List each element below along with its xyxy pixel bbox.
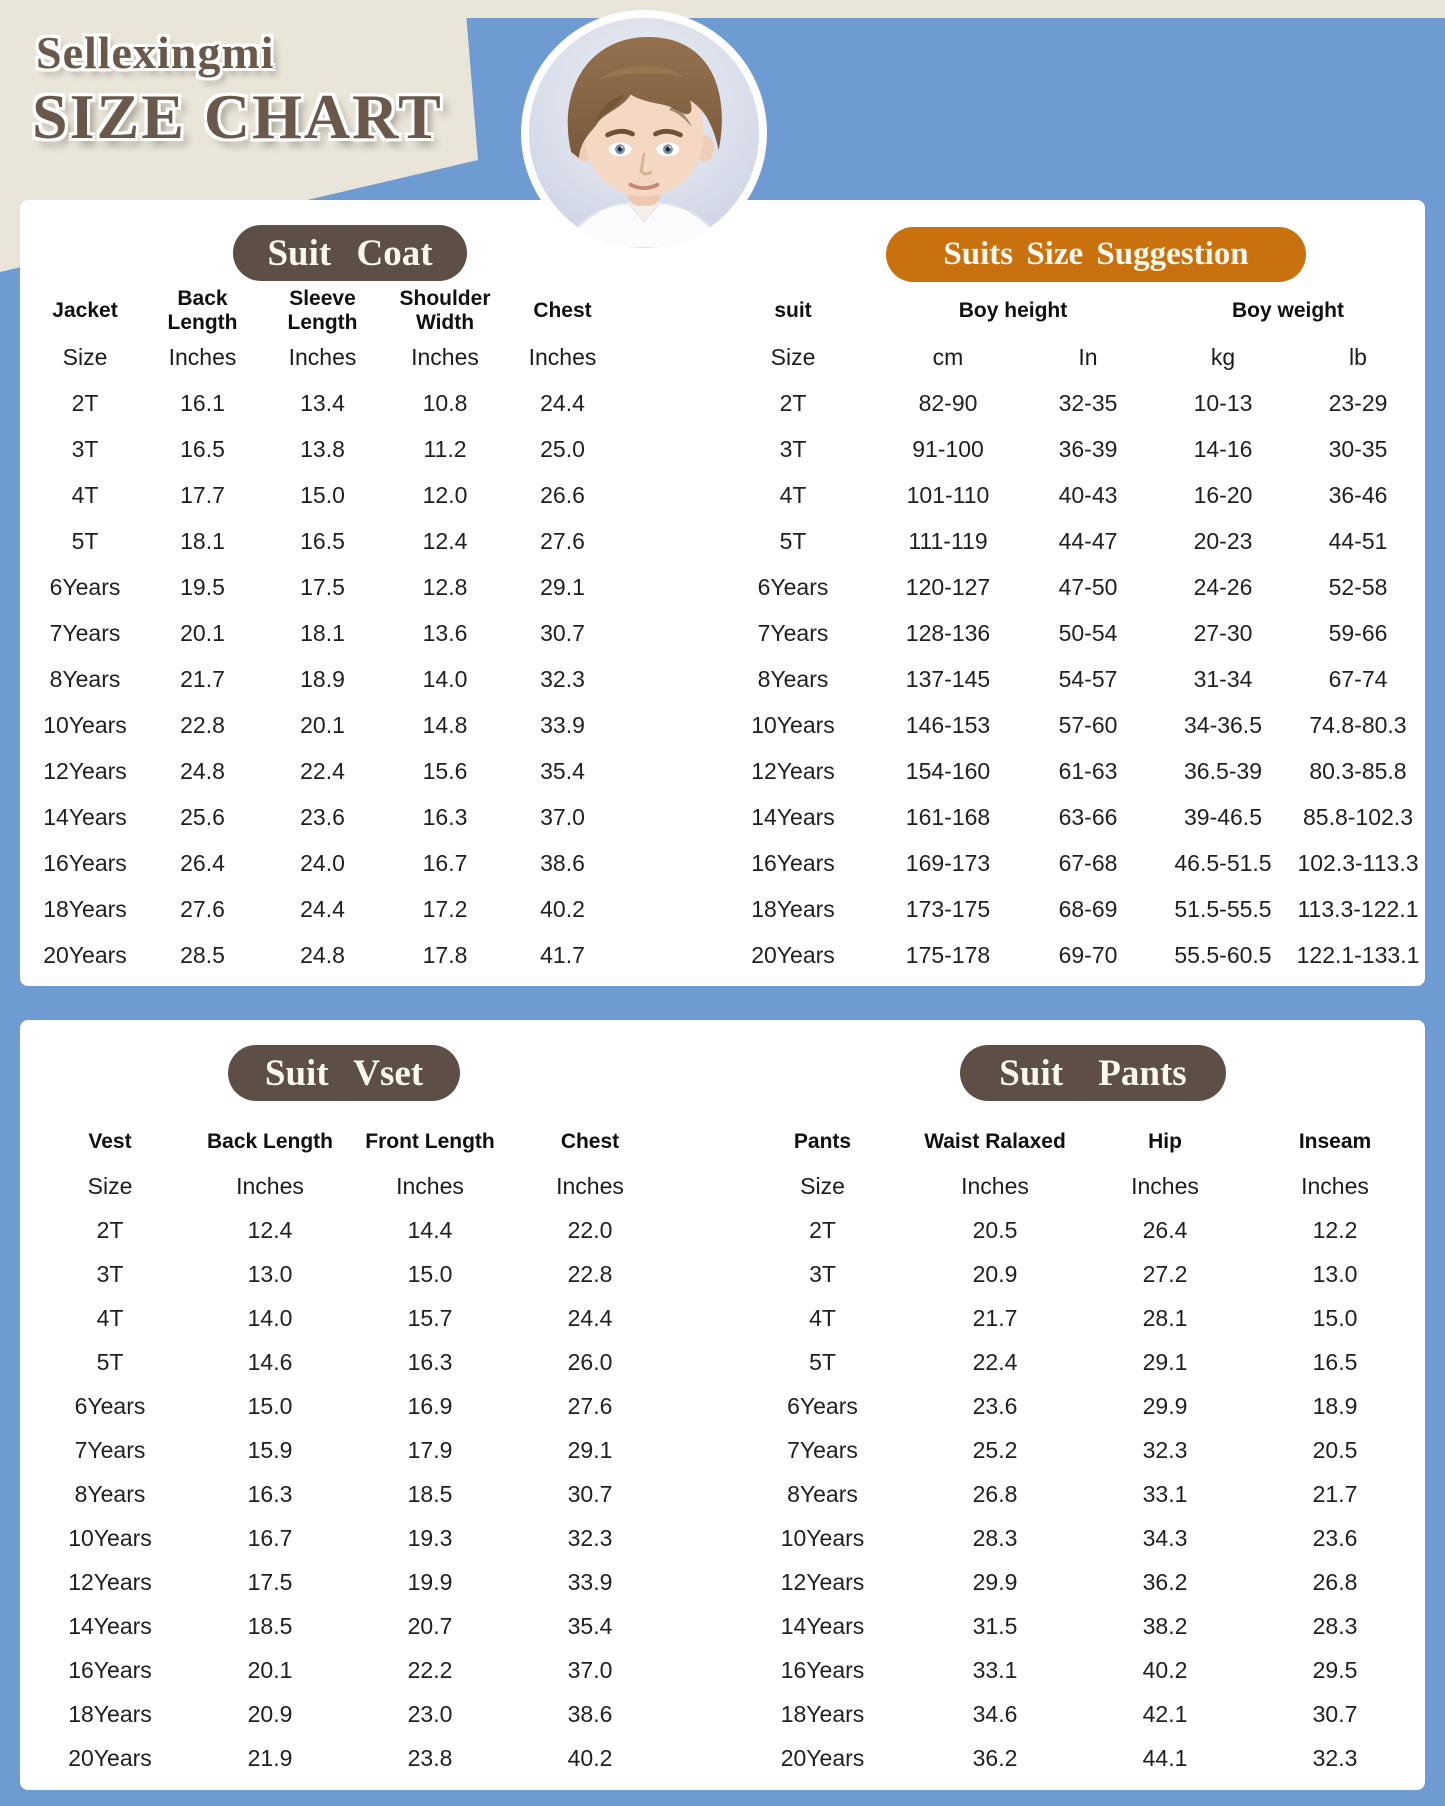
size-cell: 14Years <box>68 1612 152 1639</box>
value-cell: 111-119 <box>908 527 988 554</box>
size-cell: 16Years <box>43 849 127 876</box>
brand-logo: Sellexingmi <box>36 27 275 78</box>
value-cell: 28.3 <box>1312 1612 1358 1639</box>
value-cell: 24.8 <box>180 757 225 784</box>
value-cell: 15.0 <box>300 481 345 508</box>
value-cell: 29.1 <box>540 573 585 600</box>
value-cell: 21.7 <box>972 1304 1018 1331</box>
value-cell: 23-29 <box>1328 389 1388 416</box>
column-unit-header: kg <box>1210 343 1236 370</box>
value-cell: 34.3 <box>1142 1524 1188 1551</box>
size-cell: 2T <box>809 1216 836 1243</box>
column-unit-header: Size <box>800 1172 845 1199</box>
column-unit-header: Inches <box>411 343 479 370</box>
column-unit-header: Inches <box>1131 1172 1199 1199</box>
value-cell: 52-58 <box>1328 573 1388 600</box>
value-cell: 25.0 <box>540 435 585 462</box>
value-cell: 16.9 <box>407 1392 453 1419</box>
size-cell: 16Years <box>751 849 835 876</box>
size-cell: 5T <box>96 1348 124 1375</box>
column-unit-header: Size <box>87 1172 133 1199</box>
value-cell: 22.4 <box>972 1348 1018 1375</box>
value-cell: 18.9 <box>1312 1392 1358 1419</box>
suits-size-suggestion-heading: Suits Size Suggestion <box>886 227 1306 282</box>
value-cell: 19.3 <box>407 1524 453 1551</box>
value-cell: 20-23 <box>1193 527 1253 554</box>
top-tables-panel <box>20 200 1425 986</box>
value-cell: 30.7 <box>567 1480 613 1507</box>
value-cell: 101-110 <box>906 481 990 508</box>
column-unit-header: Inches <box>236 1172 304 1199</box>
column-unit-header: Inches <box>168 343 237 370</box>
value-cell: 32.3 <box>540 665 585 692</box>
value-cell: 17.7 <box>180 481 225 508</box>
size-cell: 2T <box>71 389 99 416</box>
value-cell: 15.9 <box>247 1436 293 1463</box>
size-cell: 12Years <box>751 757 835 784</box>
size-cell: 5T <box>809 1348 836 1375</box>
column-header: Chest <box>560 1130 620 1153</box>
value-cell: 20.5 <box>1312 1436 1358 1463</box>
value-cell: 38.6 <box>540 849 585 876</box>
value-cell: 32.3 <box>1312 1744 1358 1771</box>
value-cell: 26.8 <box>1312 1568 1358 1595</box>
value-cell: 19.5 <box>180 573 225 600</box>
size-cell: 18Years <box>43 895 127 922</box>
value-cell: 20.7 <box>407 1612 453 1639</box>
column-unit-header: cm <box>932 343 964 370</box>
value-cell: 33.9 <box>567 1568 613 1595</box>
value-cell: 38.6 <box>567 1700 613 1727</box>
boy-portrait-illustration <box>529 18 759 248</box>
size-cell: 12Years <box>43 757 127 784</box>
value-cell: 173-175 <box>905 895 991 922</box>
value-cell: 19.9 <box>407 1568 453 1595</box>
size-cell: 10Years <box>43 711 127 738</box>
value-cell: 18.5 <box>407 1480 453 1507</box>
value-cell: 35.4 <box>567 1612 613 1639</box>
column-unit-header: Inches <box>1301 1172 1369 1199</box>
size-cell: 12Years <box>68 1568 152 1595</box>
suit-pants-table <box>735 1120 1420 1780</box>
value-cell: 20.9 <box>972 1260 1018 1287</box>
value-cell: 23.6 <box>972 1392 1018 1419</box>
value-cell: 67-68 <box>1058 849 1118 876</box>
value-cell: 146-153 <box>905 711 991 738</box>
size-cell: 10Years <box>68 1524 152 1551</box>
size-cell: 10Years <box>751 711 835 738</box>
suits-size-suggestion-table <box>713 288 1423 978</box>
value-cell: 12.8 <box>422 573 468 600</box>
value-cell: 15.7 <box>407 1304 453 1331</box>
column-group-header: Boy weight <box>1231 299 1344 322</box>
value-cell: 36.2 <box>1142 1568 1188 1595</box>
size-cell: 4T <box>779 481 807 508</box>
value-cell: 33.9 <box>540 711 585 738</box>
value-cell: 16.7 <box>422 849 468 876</box>
value-cell: 29.9 <box>1142 1392 1188 1419</box>
column-unit-header: Size <box>770 343 816 370</box>
value-cell: 18.1 <box>180 527 225 554</box>
value-cell: 26.4 <box>180 849 225 876</box>
value-cell: 15.0 <box>407 1260 453 1287</box>
size-cell: 20Years <box>43 941 127 968</box>
size-cell: 16Years <box>68 1656 152 1683</box>
value-cell: 24.4 <box>540 389 585 416</box>
value-cell: 17.8 <box>422 941 468 968</box>
column-header: Jacket <box>52 299 118 322</box>
bottom-tables-panel <box>20 1020 1425 1790</box>
column-header: Waist Ralaxed <box>924 1130 1066 1153</box>
value-cell: 16.7 <box>247 1524 293 1551</box>
size-cell: 16Years <box>780 1656 865 1683</box>
value-cell: 32.3 <box>567 1524 613 1551</box>
value-cell: 26.6 <box>540 481 585 508</box>
size-cell: 6Years <box>49 573 121 600</box>
value-cell: 14.4 <box>407 1216 453 1243</box>
size-cell: 18Years <box>780 1700 865 1727</box>
size-cell: 7Years <box>757 619 829 646</box>
value-cell: 122.1-133.1 <box>1296 941 1420 968</box>
size-cell: 5T <box>779 527 807 554</box>
value-cell: 24.4 <box>567 1304 613 1331</box>
value-cell: 113.3-122.1 <box>1297 895 1419 922</box>
value-cell: 14.6 <box>247 1348 293 1375</box>
boy-photo <box>521 10 767 256</box>
size-cell: 8Years <box>757 665 829 692</box>
value-cell: 22.0 <box>567 1216 613 1243</box>
value-cell: 15.0 <box>247 1392 293 1419</box>
value-cell: 16.5 <box>180 435 225 462</box>
value-cell: 17.5 <box>300 573 345 600</box>
size-cell: 7Years <box>49 619 121 646</box>
column-unit-header: Size <box>62 343 108 370</box>
page-title: SIZE CHART <box>32 81 443 152</box>
value-cell: 21.7 <box>1312 1480 1358 1507</box>
size-cell: 7Years <box>787 1436 858 1463</box>
value-cell: 33.1 <box>1142 1480 1188 1507</box>
size-cell: 7Years <box>74 1436 146 1463</box>
value-cell: 54-57 <box>1058 665 1118 692</box>
column-header: Hip <box>1148 1130 1182 1153</box>
value-cell: 13.6 <box>422 619 468 646</box>
value-cell: 24-26 <box>1193 573 1253 600</box>
size-cell: 20Years <box>751 941 835 968</box>
value-cell: 27.6 <box>540 527 585 554</box>
value-cell: 169-173 <box>905 849 991 876</box>
value-cell: 30.7 <box>1312 1700 1358 1727</box>
value-cell: 13.0 <box>247 1260 293 1287</box>
size-cell: 3T <box>809 1260 836 1287</box>
value-cell: 15.0 <box>1312 1304 1358 1331</box>
value-cell: 17.9 <box>407 1436 453 1463</box>
value-cell: 38.2 <box>1142 1612 1188 1639</box>
value-cell: 50-54 <box>1058 619 1118 646</box>
value-cell: 37.0 <box>540 803 585 830</box>
suit-pants-heading: Suit Pants <box>960 1045 1226 1101</box>
column-header: Front Length <box>365 1130 495 1153</box>
value-cell: 14.0 <box>422 665 468 692</box>
value-cell: 25.2 <box>972 1436 1018 1463</box>
size-cell: 14Years <box>751 803 835 830</box>
value-cell: 23.0 <box>407 1700 453 1727</box>
value-cell: 40.2 <box>567 1744 613 1771</box>
value-cell: 15.6 <box>422 757 468 784</box>
size-cell: 18Years <box>751 895 835 922</box>
size-cell: 3T <box>96 1260 124 1287</box>
value-cell: 36.2 <box>972 1744 1018 1771</box>
value-cell: 36-46 <box>1328 481 1388 508</box>
value-cell: 120-127 <box>905 573 991 600</box>
value-cell: 30-35 <box>1328 435 1388 462</box>
column-unit-header: Inches <box>288 343 357 370</box>
value-cell: 24.8 <box>300 941 345 968</box>
value-cell: 27-30 <box>1193 619 1253 646</box>
size-cell: 6Years <box>757 573 829 600</box>
size-cell: 2T <box>96 1216 124 1243</box>
size-cell: 3T <box>779 435 807 462</box>
column-header: Back Length <box>167 287 238 334</box>
value-cell: 33.1 <box>972 1656 1018 1683</box>
value-cell: 57-60 <box>1058 711 1118 738</box>
column-header: Chest <box>533 299 592 322</box>
value-cell: 29.5 <box>1312 1656 1358 1683</box>
size-cell: 14Years <box>780 1612 865 1639</box>
size-cell: 8Years <box>787 1480 858 1507</box>
value-cell: 32.3 <box>1142 1436 1188 1463</box>
suit-coat-table <box>30 288 615 978</box>
column-group-header: suit <box>774 299 812 322</box>
value-cell: 14.0 <box>247 1304 293 1331</box>
value-cell: 13.0 <box>1312 1260 1358 1287</box>
suit-vest-heading: Suit Vset <box>228 1045 460 1101</box>
column-header: Back Length <box>206 1130 334 1153</box>
size-cell: 18Years <box>68 1700 152 1727</box>
value-cell: 16-20 <box>1193 481 1253 508</box>
value-cell: 22.8 <box>180 711 225 738</box>
column-unit-header: lb <box>1349 343 1367 370</box>
value-cell: 161-168 <box>905 803 991 830</box>
value-cell: 128-136 <box>905 619 991 646</box>
value-cell: 85.8-102.3 <box>1303 803 1413 830</box>
value-cell: 16.5 <box>300 527 345 554</box>
value-cell: 44-47 <box>1058 527 1118 554</box>
value-cell: 80.3-85.8 <box>1309 757 1407 784</box>
size-cell: 5T <box>71 527 99 554</box>
value-cell: 37.0 <box>567 1656 613 1683</box>
value-cell: 30.7 <box>540 619 585 646</box>
size-cell: 6Years <box>74 1392 146 1419</box>
value-cell: 21.7 <box>180 665 225 692</box>
column-unit-header: Inches <box>528 343 597 370</box>
value-cell: 16.3 <box>422 803 468 830</box>
value-cell: 39-46.5 <box>1183 803 1262 830</box>
size-cell: 4T <box>71 481 99 508</box>
value-cell: 40.2 <box>1142 1656 1188 1683</box>
value-cell: 34.6 <box>972 1700 1018 1727</box>
value-cell: 32-35 <box>1058 389 1118 416</box>
value-cell: 69-70 <box>1058 941 1118 968</box>
size-cell: 6Years <box>787 1392 858 1419</box>
value-cell: 28.1 <box>1142 1304 1188 1331</box>
value-cell: 36.5-39 <box>1183 757 1262 784</box>
value-cell: 16.3 <box>247 1480 293 1507</box>
value-cell: 12.0 <box>422 481 468 508</box>
value-cell: 20.1 <box>300 711 345 738</box>
value-cell: 102.3-113.3 <box>1297 849 1419 876</box>
value-cell: 91-100 <box>912 435 984 462</box>
value-cell: 61-63 <box>1058 757 1118 784</box>
value-cell: 29.1 <box>1142 1348 1188 1375</box>
value-cell: 154-160 <box>905 757 991 784</box>
value-cell: 24.0 <box>300 849 345 876</box>
value-cell: 16.5 <box>1312 1348 1358 1375</box>
value-cell: 13.8 <box>300 435 345 462</box>
value-cell: 22.4 <box>300 757 345 784</box>
size-cell: 3T <box>71 435 99 462</box>
column-unit-header: Inches <box>961 1172 1029 1199</box>
value-cell: 24.4 <box>300 895 345 922</box>
value-cell: 68-69 <box>1058 895 1118 922</box>
column-group-header: Boy height <box>958 299 1068 322</box>
value-cell: 25.6 <box>180 803 225 830</box>
column-unit-header: Inches <box>396 1172 464 1199</box>
value-cell: 12.4 <box>422 527 468 554</box>
size-cell: 20Years <box>780 1744 865 1771</box>
value-cell: 23.8 <box>407 1744 453 1771</box>
value-cell: 47-50 <box>1058 573 1118 600</box>
value-cell: 26.0 <box>567 1348 613 1375</box>
value-cell: 46.5-51.5 <box>1174 849 1272 876</box>
value-cell: 14-16 <box>1193 435 1253 462</box>
value-cell: 27.6 <box>567 1392 613 1419</box>
value-cell: 82-90 <box>918 389 978 416</box>
value-cell: 29.9 <box>972 1568 1018 1595</box>
value-cell: 22.8 <box>567 1260 613 1287</box>
value-cell: 27.2 <box>1142 1260 1188 1287</box>
value-cell: 27.6 <box>180 895 225 922</box>
value-cell: 16.3 <box>407 1348 453 1375</box>
value-cell: 10-13 <box>1193 389 1253 416</box>
size-cell: 8Years <box>74 1480 146 1507</box>
value-cell: 13.4 <box>300 389 345 416</box>
value-cell: 28.5 <box>180 941 225 968</box>
size-cell: 20Years <box>68 1744 152 1771</box>
value-cell: 31.5 <box>972 1612 1018 1639</box>
value-cell: 14.8 <box>422 711 468 738</box>
value-cell: 51.5-55.5 <box>1174 895 1272 922</box>
value-cell: 17.5 <box>247 1568 293 1595</box>
value-cell: 137-145 <box>905 665 991 692</box>
value-cell: 22.2 <box>407 1656 453 1683</box>
value-cell: 12.4 <box>247 1216 293 1243</box>
value-cell: 26.4 <box>1142 1216 1188 1243</box>
value-cell: 34-36.5 <box>1183 711 1262 738</box>
value-cell: 31-34 <box>1193 665 1253 692</box>
column-header: Sleeve Length <box>287 287 358 334</box>
value-cell: 17.2 <box>422 895 468 922</box>
value-cell: 44.1 <box>1142 1744 1188 1771</box>
column-header: Vest <box>88 1130 132 1153</box>
value-cell: 44-51 <box>1328 527 1388 554</box>
size-cell: 4T <box>96 1304 124 1331</box>
column-unit-header: In <box>1078 343 1098 370</box>
size-cell: 12Years <box>780 1568 865 1595</box>
value-cell: 20.9 <box>247 1700 293 1727</box>
column-header: Pants <box>793 1130 852 1153</box>
value-cell: 36-39 <box>1058 435 1118 462</box>
value-cell: 59-66 <box>1328 619 1388 646</box>
value-cell: 35.4 <box>540 757 585 784</box>
value-cell: 20.5 <box>972 1216 1018 1243</box>
value-cell: 40-43 <box>1058 481 1118 508</box>
value-cell: 12.2 <box>1312 1216 1358 1243</box>
value-cell: 41.7 <box>540 941 585 968</box>
suit-coat-heading: Suit Coat <box>233 225 467 281</box>
value-cell: 67-74 <box>1328 665 1388 692</box>
size-cell: 10Years <box>780 1524 865 1551</box>
column-header: Shoulder Width <box>399 287 491 334</box>
value-cell: 18.1 <box>300 619 345 646</box>
column-unit-header: Inches <box>556 1172 624 1199</box>
suit-vest-table <box>30 1120 670 1780</box>
value-cell: 16.1 <box>180 389 225 416</box>
size-cell: 4T <box>809 1304 836 1331</box>
value-cell: 55.5-60.5 <box>1174 941 1272 968</box>
value-cell: 21.9 <box>247 1744 293 1771</box>
size-cell: 2T <box>779 389 807 416</box>
value-cell: 18.9 <box>300 665 345 692</box>
value-cell: 63-66 <box>1058 803 1118 830</box>
value-cell: 23.6 <box>300 803 345 830</box>
column-header: Inseam <box>1298 1130 1372 1153</box>
size-cell: 14Years <box>43 803 127 830</box>
value-cell: 10.8 <box>422 389 468 416</box>
value-cell: 26.8 <box>972 1480 1018 1507</box>
value-cell: 20.1 <box>247 1656 293 1683</box>
value-cell: 23.6 <box>1312 1524 1358 1551</box>
value-cell: 29.1 <box>567 1436 613 1463</box>
value-cell: 11.2 <box>423 435 467 462</box>
value-cell: 40.2 <box>540 895 585 922</box>
value-cell: 20.1 <box>180 619 225 646</box>
value-cell: 175-178 <box>905 941 991 968</box>
value-cell: 28.3 <box>972 1524 1018 1551</box>
value-cell: 74.8-80.3 <box>1309 711 1407 738</box>
value-cell: 18.5 <box>247 1612 293 1639</box>
value-cell: 42.1 <box>1142 1700 1188 1727</box>
size-cell: 8Years <box>49 665 121 692</box>
